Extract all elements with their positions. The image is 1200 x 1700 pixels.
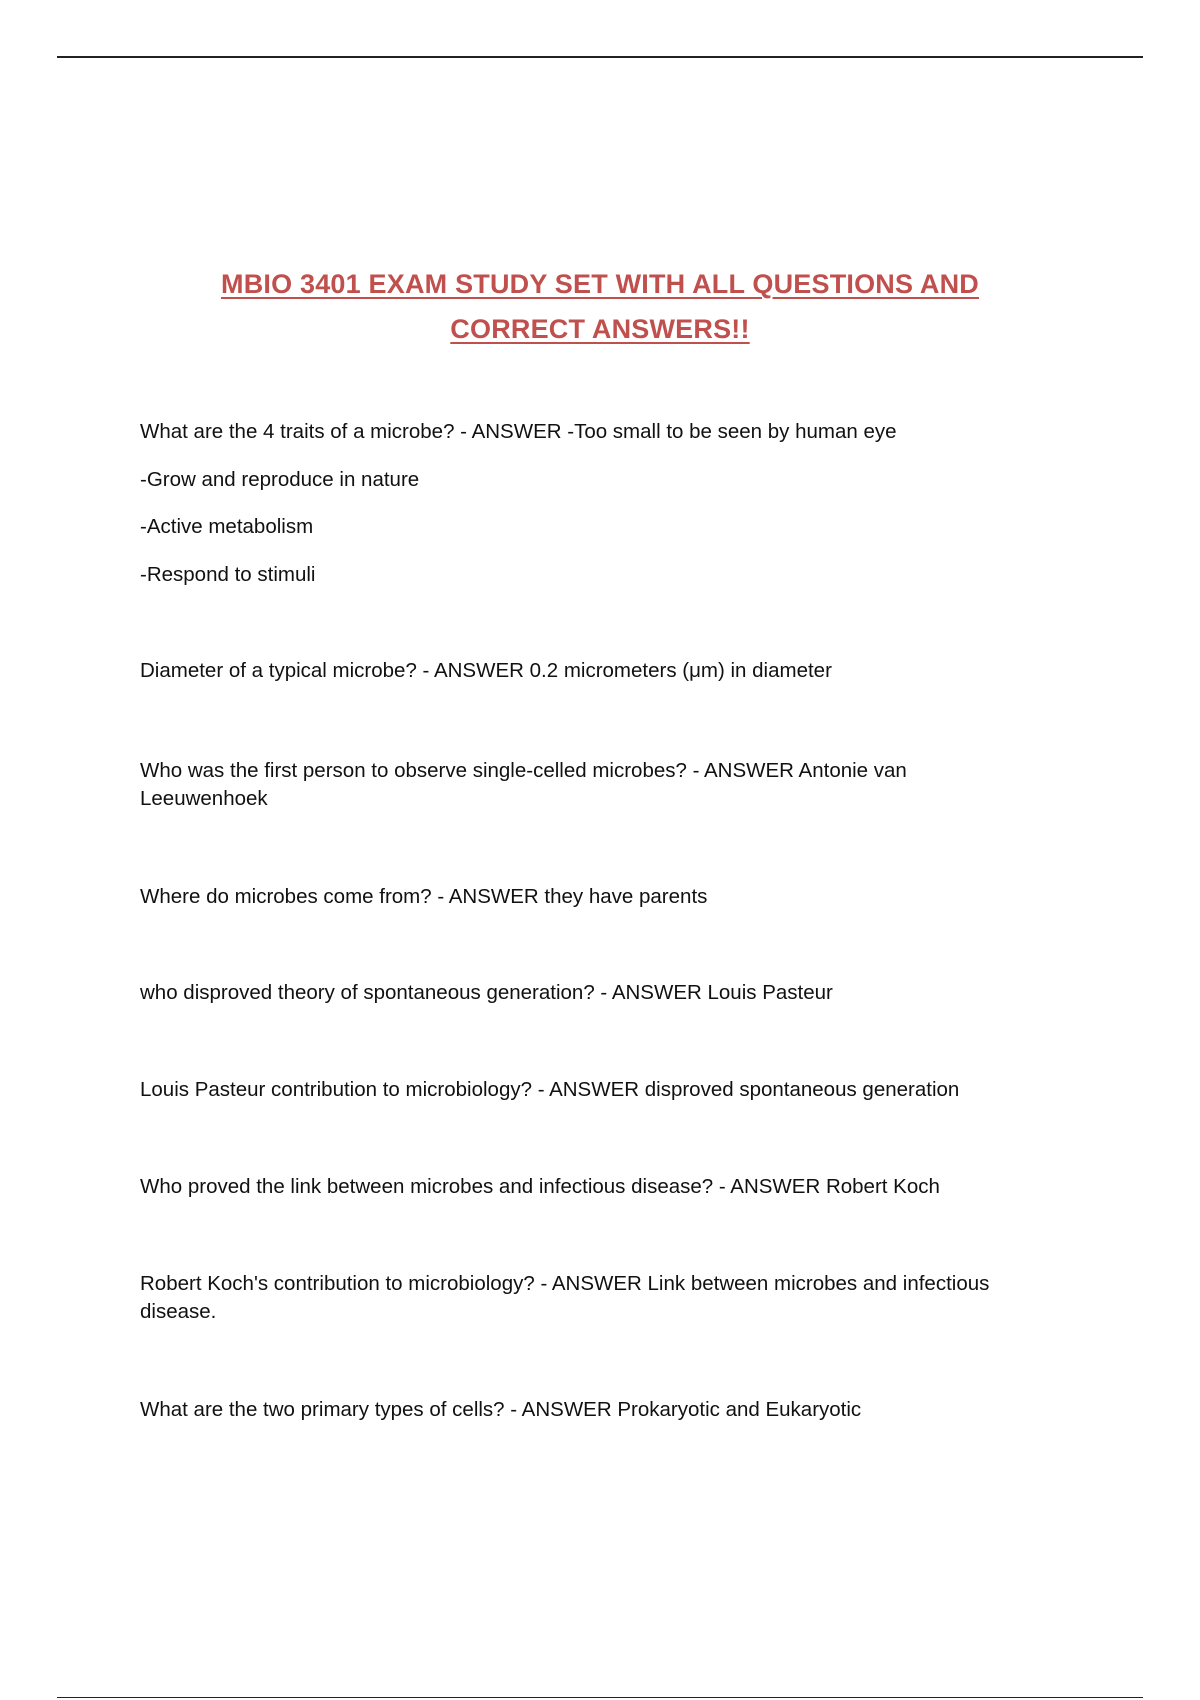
bottom-rule xyxy=(57,1697,1143,1698)
trait-item: -Grow and reproduce in nature xyxy=(140,467,420,491)
qa-list xyxy=(140,418,1070,1424)
qa-item-koch-link: Who proved the link between microbes and infectious disease? - ANSWER Robert Koch xyxy=(140,1175,940,1198)
qa-item-traits: What are the 4 traits of a microbe? - ANSWER -Too small to be seen by human eye xyxy=(140,420,897,443)
qa-item-pasteur: Louis Pasteur contribution to microbiology? - ANSWER disproved spontaneous generation xyxy=(140,1077,960,1101)
title-line-2: CORRECT ANSWERS!! xyxy=(450,314,750,344)
qa-item-spontaneous-generation: who disproved theory of spontaneous generation? - ANSWER Louis Pasteur xyxy=(140,981,833,1004)
title-line-1: MBIO 3401 EXAM STUDY SET WITH ALL QUESTIONS AND xyxy=(221,269,979,299)
trait-item: -Respond to stimuli xyxy=(140,562,316,586)
top-rule xyxy=(57,56,1143,58)
qa-item-first-observer: Who was the first person to observe single-celled microbes? - ANSWER Antonie van Leeuwenhoek xyxy=(140,758,907,810)
qa-item-origin: Where do microbes come from? - ANSWER they have parents xyxy=(140,884,708,908)
qa-item-koch-contribution: Robert Koch's contribution to microbiology? - ANSWER Link between microbes and infectious disease. xyxy=(140,1271,990,1323)
qa-item-diameter: Diameter of a typical microbe? - ANSWER 0.2 micrometers (μm) in diameter xyxy=(140,659,832,682)
page-title xyxy=(100,262,1100,352)
qa-item-cell-types: What are the two primary types of cells? - ANSWER Prokaryotic and Eukaryotic xyxy=(140,1397,862,1421)
trait-item: -Active metabolism xyxy=(140,515,314,538)
